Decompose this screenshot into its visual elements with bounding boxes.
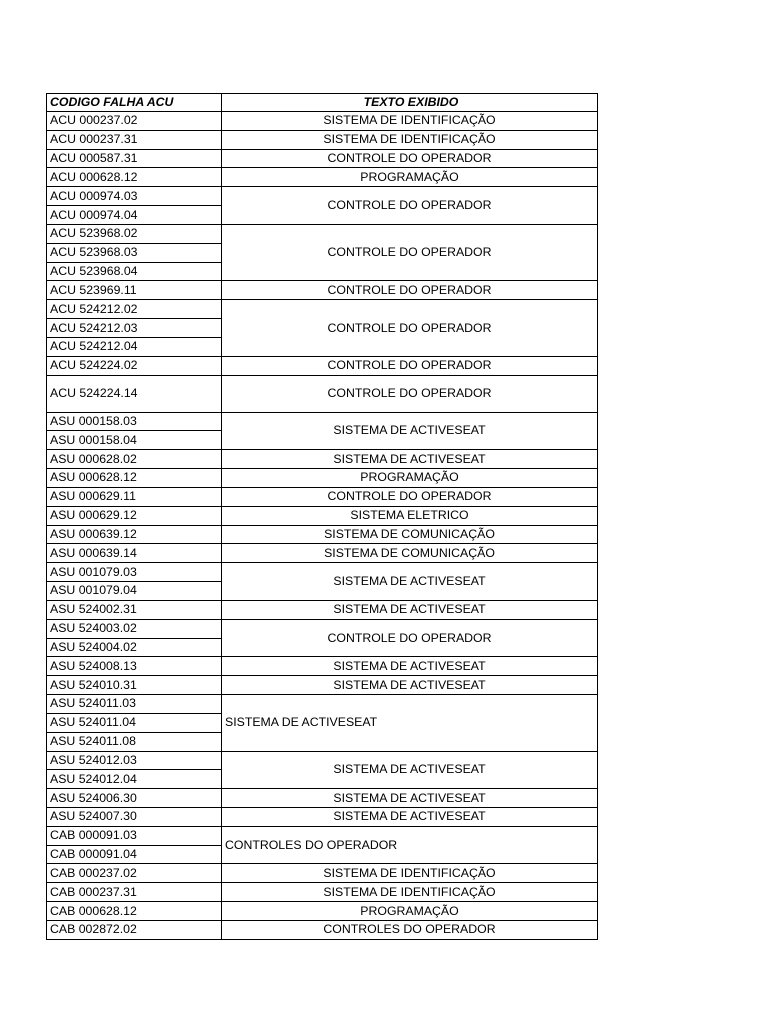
fault-code-cell: ASU 524006.30 <box>47 789 222 808</box>
table-row <box>47 807 598 826</box>
display-text-cell: SISTEMA DE ACTIVESEAT <box>222 412 598 450</box>
fault-code-cell: ASU 001079.03 <box>47 563 222 582</box>
display-text-cell: SISTEMA DE ACTIVESEAT <box>222 695 598 751</box>
fault-code-cell: ASU 524008.13 <box>47 657 222 676</box>
fault-code-cell: ASU 000639.12 <box>47 525 222 544</box>
display-text-cell: PROGRAMAÇÃO <box>222 902 598 921</box>
fault-code-cell: ASU 524011.03 <box>47 695 222 714</box>
header-row <box>47 94 598 112</box>
table-row <box>47 506 598 525</box>
display-text-cell: SISTEMA DE IDENTIFICAÇÃO <box>222 864 598 883</box>
fault-code-cell: ACU 000237.31 <box>47 130 222 149</box>
fault-code-cell: ASU 000629.11 <box>47 487 222 506</box>
fault-code-cell: ASU 524012.03 <box>47 751 222 770</box>
fault-code-cell: ACU 524212.03 <box>47 319 222 338</box>
header-code: CODIGO FALHA ACU <box>47 94 222 112</box>
table-row <box>47 281 598 300</box>
fault-code-cell: ACU 000974.03 <box>47 187 222 206</box>
display-text-cell: CONTROLES DO OPERADOR <box>222 826 598 864</box>
display-text-cell: SISTEMA DE IDENTIFICAÇÃO <box>222 112 598 131</box>
display-text-cell: PROGRAMAÇÃO <box>222 469 598 488</box>
fault-code-cell: ASU 524012.04 <box>47 770 222 789</box>
table-row <box>47 676 598 695</box>
display-text-cell: CONTROLE DO OPERADOR <box>222 619 598 657</box>
table-row <box>47 826 598 845</box>
fault-code-cell: ACU 523968.03 <box>47 243 222 262</box>
fault-code-cell: ASU 000629.12 <box>47 506 222 525</box>
table-row <box>47 224 598 243</box>
table-row <box>47 883 598 902</box>
header-text: TEXTO EXIBIDO <box>222 94 598 112</box>
fault-code-cell: ACU 523968.04 <box>47 262 222 281</box>
fault-code-cell: CAB 002872.02 <box>47 920 222 939</box>
display-text-cell: CONTROLE DO OPERADOR <box>222 375 598 412</box>
table-row <box>47 412 598 431</box>
display-text-cell: SISTEMA DE ACTIVESEAT <box>222 807 598 826</box>
table-row <box>47 375 598 412</box>
table-row <box>47 600 598 619</box>
display-text-cell: CONTROLE DO OPERADOR <box>222 487 598 506</box>
fault-code-cell: ACU 524212.04 <box>47 337 222 356</box>
fault-code-table <box>46 93 598 940</box>
fault-code-cell: ACU 000587.31 <box>47 149 222 168</box>
fault-code-cell: ACU 523968.02 <box>47 224 222 243</box>
display-text-cell: CONTROLE DO OPERADOR <box>222 187 598 225</box>
display-text-cell: CONTROLES DO OPERADOR <box>222 920 598 939</box>
fault-code-cell: ASU 524003.02 <box>47 619 222 638</box>
table-row <box>47 469 598 488</box>
fault-code-cell: ASU 524011.04 <box>47 713 222 732</box>
table-row <box>47 544 598 563</box>
fault-code-cell: ASU 524011.08 <box>47 732 222 751</box>
table-row <box>47 657 598 676</box>
display-text-cell: SISTEMA DE ACTIVESEAT <box>222 676 598 695</box>
fault-code-cell: CAB 000237.31 <box>47 883 222 902</box>
display-text-cell: SISTEMA ELETRICO <box>222 506 598 525</box>
table-row <box>47 356 598 375</box>
display-text-cell: CONTROLE DO OPERADOR <box>222 281 598 300</box>
table-row <box>47 619 598 638</box>
table-row <box>47 563 598 582</box>
display-text-cell: SISTEMA DE ACTIVESEAT <box>222 563 598 601</box>
fault-code-cell: ASU 524004.02 <box>47 638 222 657</box>
fault-code-cell: ASU 000158.04 <box>47 431 222 450</box>
fault-code-cell: ASU 524010.31 <box>47 676 222 695</box>
fault-code-cell: CAB 000237.02 <box>47 864 222 883</box>
fault-code-cell: ACU 000237.02 <box>47 112 222 131</box>
table-row <box>47 789 598 808</box>
fault-code-cell: ACU 000628.12 <box>47 168 222 187</box>
fault-code-cell: ASU 524002.31 <box>47 600 222 619</box>
table-row <box>47 525 598 544</box>
table-row <box>47 168 598 187</box>
display-text-cell: SISTEMA DE ACTIVESEAT <box>222 751 598 789</box>
fault-code-cell: ACU 524212.02 <box>47 300 222 319</box>
table-row <box>47 130 598 149</box>
fault-code-cell: ACU 000974.04 <box>47 206 222 225</box>
display-text-cell: SISTEMA DE COMUNICAÇÃO <box>222 525 598 544</box>
fault-code-cell: ASU 001079.04 <box>47 582 222 601</box>
fault-code-cell: ASU 000158.03 <box>47 412 222 431</box>
display-text-cell: SISTEMA DE IDENTIFICAÇÃO <box>222 883 598 902</box>
table-row <box>47 864 598 883</box>
display-text-cell: CONTROLE DO OPERADOR <box>222 149 598 168</box>
display-text-cell: CONTROLE DO OPERADOR <box>222 356 598 375</box>
table-row <box>47 487 598 506</box>
table-row <box>47 300 598 319</box>
display-text-cell: SISTEMA DE ACTIVESEAT <box>222 600 598 619</box>
display-text-cell: SISTEMA DE ACTIVESEAT <box>222 450 598 469</box>
table-row <box>47 149 598 168</box>
table-row <box>47 751 598 770</box>
table-body <box>47 112 598 940</box>
display-text-cell: PROGRAMAÇÃO <box>222 168 598 187</box>
display-text-cell: SISTEMA DE COMUNICAÇÃO <box>222 544 598 563</box>
fault-code-cell: ACU 524224.14 <box>47 375 222 412</box>
display-text-cell: SISTEMA DE ACTIVESEAT <box>222 657 598 676</box>
table-row <box>47 112 598 131</box>
table-row <box>47 695 598 714</box>
fault-code-cell: CAB 000628.12 <box>47 902 222 921</box>
table-row <box>47 187 598 206</box>
display-text-cell: SISTEMA DE ACTIVESEAT <box>222 789 598 808</box>
fault-code-cell: ACU 524224.02 <box>47 356 222 375</box>
display-text-cell: CONTROLE DO OPERADOR <box>222 300 598 356</box>
fault-code-cell: CAB 000091.04 <box>47 845 222 864</box>
fault-code-cell: ACU 523969.11 <box>47 281 222 300</box>
fault-code-cell: ASU 000628.02 <box>47 450 222 469</box>
table-row <box>47 450 598 469</box>
fault-code-cell: ASU 524007.30 <box>47 807 222 826</box>
fault-code-cell: ASU 000628.12 <box>47 469 222 488</box>
table-row <box>47 902 598 921</box>
display-text-cell: CONTROLE DO OPERADOR <box>222 224 598 280</box>
fault-code-cell: ASU 000639.14 <box>47 544 222 563</box>
display-text-cell: SISTEMA DE IDENTIFICAÇÃO <box>222 130 598 149</box>
table-row <box>47 920 598 939</box>
fault-code-cell: CAB 000091.03 <box>47 826 222 845</box>
